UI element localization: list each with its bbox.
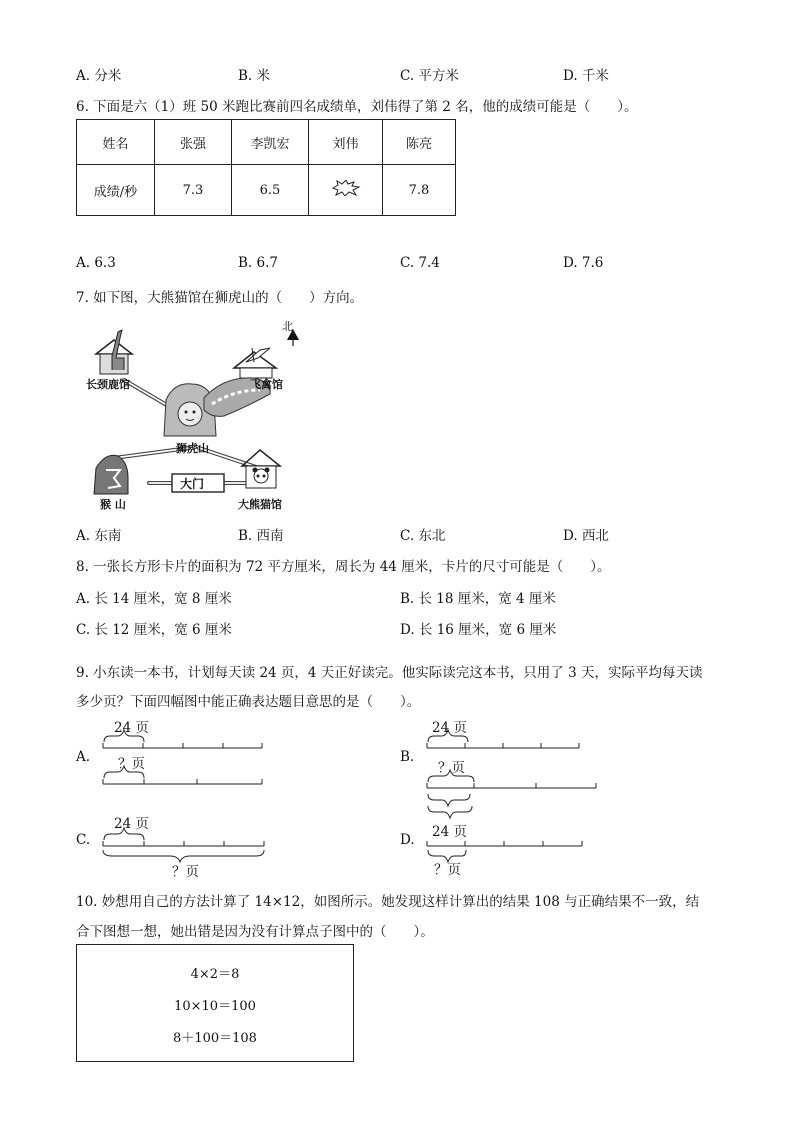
lion-label: 狮虎山 [176,442,209,455]
q9-option-c[interactable]: C. [76,832,91,848]
q6-option-d[interactable]: D. 7.6 [563,255,604,271]
ink-splat-icon [331,180,361,196]
label-q-pages: ？页 [172,864,199,880]
giraffe-house-icon [96,330,132,374]
table-cell: 7.8 [383,165,456,216]
q8-question: 8. 一张长方形卡片的面积为 72 平方厘米，周长为 44 厘米，卡片的尺寸可能是（ ）。 [76,559,611,575]
q10-question-line2: 合下图想一想，她出错是因为没有计算点子图中的（ ）。 [76,924,434,940]
table-header-cell: 姓名 [77,120,155,165]
q7-question: 7. 如下图，大熊猫馆在狮虎山的（ ）方向。 [76,290,364,306]
panda-label: 大熊猫馆 [238,498,282,511]
table-cell: 6.5 [232,165,309,216]
calc-line: 10×10＝100 [174,999,256,1014]
q7-option-a[interactable]: A. 东南 [76,528,122,544]
q7-option-c[interactable]: C. 东北 [400,528,446,544]
table-header-cell: 李凯宏 [232,120,309,165]
q7-option-d[interactable]: D. 西北 [563,528,609,544]
q10-calc-box [76,944,354,1062]
calc-line: 4×2＝8 [190,967,240,982]
table-header-cell: 陈亮 [383,120,456,165]
q5-option-d[interactable]: D. 千米 [563,68,609,84]
label-q-pages: ？页 [434,862,461,878]
table-cell-hidden-score [309,165,383,216]
label-q-pages: ？页 [438,760,465,776]
q9-option-a[interactable]: A. [76,749,91,765]
q5-option-b[interactable]: B. 米 [238,68,271,84]
label-24-pages: 24 页 [114,816,149,832]
north-label: 北 [282,320,293,333]
q6-option-b[interactable]: B. 6.7 [238,255,278,271]
table-header-cell: 刘伟 [309,120,383,165]
q8-option-a[interactable]: A. 长 14 厘米，宽 8 厘米 [76,591,232,607]
monkey-label: 猴 山 [100,498,126,511]
q8-option-c[interactable]: C. 长 12 厘米，宽 6 厘米 [76,622,232,638]
table-cell: 7.3 [155,165,232,216]
label-24-pages: 24 页 [114,720,149,736]
q5-option-a[interactable]: A. 分米 [76,68,122,84]
q9-option-b[interactable]: B. [400,749,415,765]
gate-label: 大门 [180,477,205,491]
q9-diagram-c [100,812,270,878]
q10-question-line1: 10. 妙想用自己的方法计算了 14×12，如图所示。她发现这样计算出的结果 108 与正确结果不一致，结 [76,894,700,910]
q9-question-line1: 9. 小东读一本书，计划每天读 24 页，4 天正好读完。他实际读完这本书，只用了 3 天，实际平均每天读 [76,665,703,681]
q9-question-line2: 多少页？下面四幅图中能正确表达题目意思的是（ ）。 [76,694,421,710]
label-24-pages: 24 页 [432,720,467,736]
q5-option-c[interactable]: C. 平方米 [400,68,459,84]
label-q-pages: ？页 [118,756,145,772]
panda-house-icon [242,450,280,488]
label-24-pages: 24 页 [432,824,467,840]
q9-option-d[interactable]: D. [400,832,415,848]
q9-diagram-d [424,800,604,880]
table-row-label: 成绩/秒 [77,165,155,216]
q6-score-table [76,119,456,216]
q6-option-c[interactable]: C. 7.4 [400,255,440,271]
giraffe-label: 长颈鹿馆 [86,378,130,391]
q6-option-a[interactable]: A. 6.3 [76,255,116,271]
q9-diagram-a [100,716,270,796]
q6-question: 6. 下面是六（1）班 50 米跑比赛前四名成绩单，刘伟得了第 2 名，他的成绩可能是（ ）。 [76,99,638,115]
zoo-map [84,318,314,514]
monkey-mountain-icon [94,455,128,494]
table-header-cell: 张强 [155,120,232,165]
calc-line: 8＋100＝108 [173,1031,257,1046]
q8-option-d[interactable]: D. 长 16 厘米，宽 6 厘米 [400,622,557,638]
q7-option-b[interactable]: B. 西南 [238,528,284,544]
bird-house-icon [234,348,276,378]
q8-option-b[interactable]: B. 长 18 厘米，宽 4 厘米 [400,591,556,607]
birds-label: 飞禽馆 [250,378,283,391]
